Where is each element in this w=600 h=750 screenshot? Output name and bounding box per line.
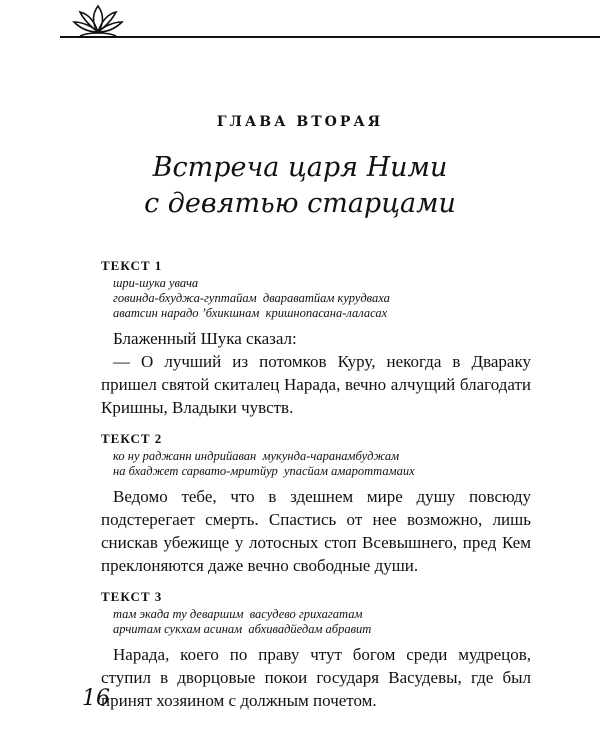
- paragraph: Блаженный Шука сказал:: [113, 329, 297, 348]
- text-block-3: [101, 589, 531, 712]
- verse: [101, 607, 531, 637]
- paragraph: — О лучший из потомков Куру, некогда в Двараку пришел святой скиталец Нарада, вечно алчущий благодати Кришны, Владыки чувств.: [101, 352, 531, 417]
- text-block-1: [101, 258, 531, 419]
- main-content: [101, 258, 531, 724]
- verse-line: шри-шука увача: [113, 276, 199, 290]
- page-number: 16: [82, 686, 110, 711]
- chapter-title: [0, 150, 600, 222]
- verse-line: там экада ту деваршим васудево грихагатам: [113, 607, 363, 621]
- paragraph: Нарада, коего по праву чтут богом среди мудрецов, ступил в дворцовые покои государя Васудевы, где был принят хозяином с должным почетом.: [101, 645, 531, 710]
- text-label: ТЕКСТ 2: [101, 431, 163, 446]
- chapter-title-line-1: Встреча царя Ними: [152, 152, 448, 183]
- paragraph: Ведомо тебе, что в здешнем мире душу повсюду подстерегает смерть. Спастись от нее возможно, лишь снискав убежище у лотосных стоп Всевышнего, пред Кем преклоняются даже вечно свободные души.: [101, 487, 531, 575]
- text-block-2: [101, 431, 531, 577]
- verse-line: ко ну раджанн индрийаван мукунда-чаранамбуджам: [113, 449, 400, 463]
- chapter-title-line-2: с девятью старцами: [144, 188, 456, 219]
- text-label: ТЕКСТ 1: [101, 258, 163, 273]
- verse-line: говинда-бхуджа-гуптайам двараватйам курудваха: [113, 291, 390, 305]
- text-label: ТЕКСТ 3: [101, 589, 163, 604]
- verse: [101, 449, 531, 479]
- verse-line: аватсин нарадо ’бхикшнам кришнопасана-лаласах: [113, 306, 388, 320]
- header-rule: [60, 36, 600, 38]
- verse-line: на бхаджет сарвато-мритйур упасйам амароттамаих: [113, 464, 415, 478]
- chapter-label: ГЛАВА ВТОРАЯ: [216, 114, 384, 130]
- verse: [101, 276, 531, 321]
- verse-line: арчитам сукхам асинам абхивадйедам абравит: [113, 622, 372, 636]
